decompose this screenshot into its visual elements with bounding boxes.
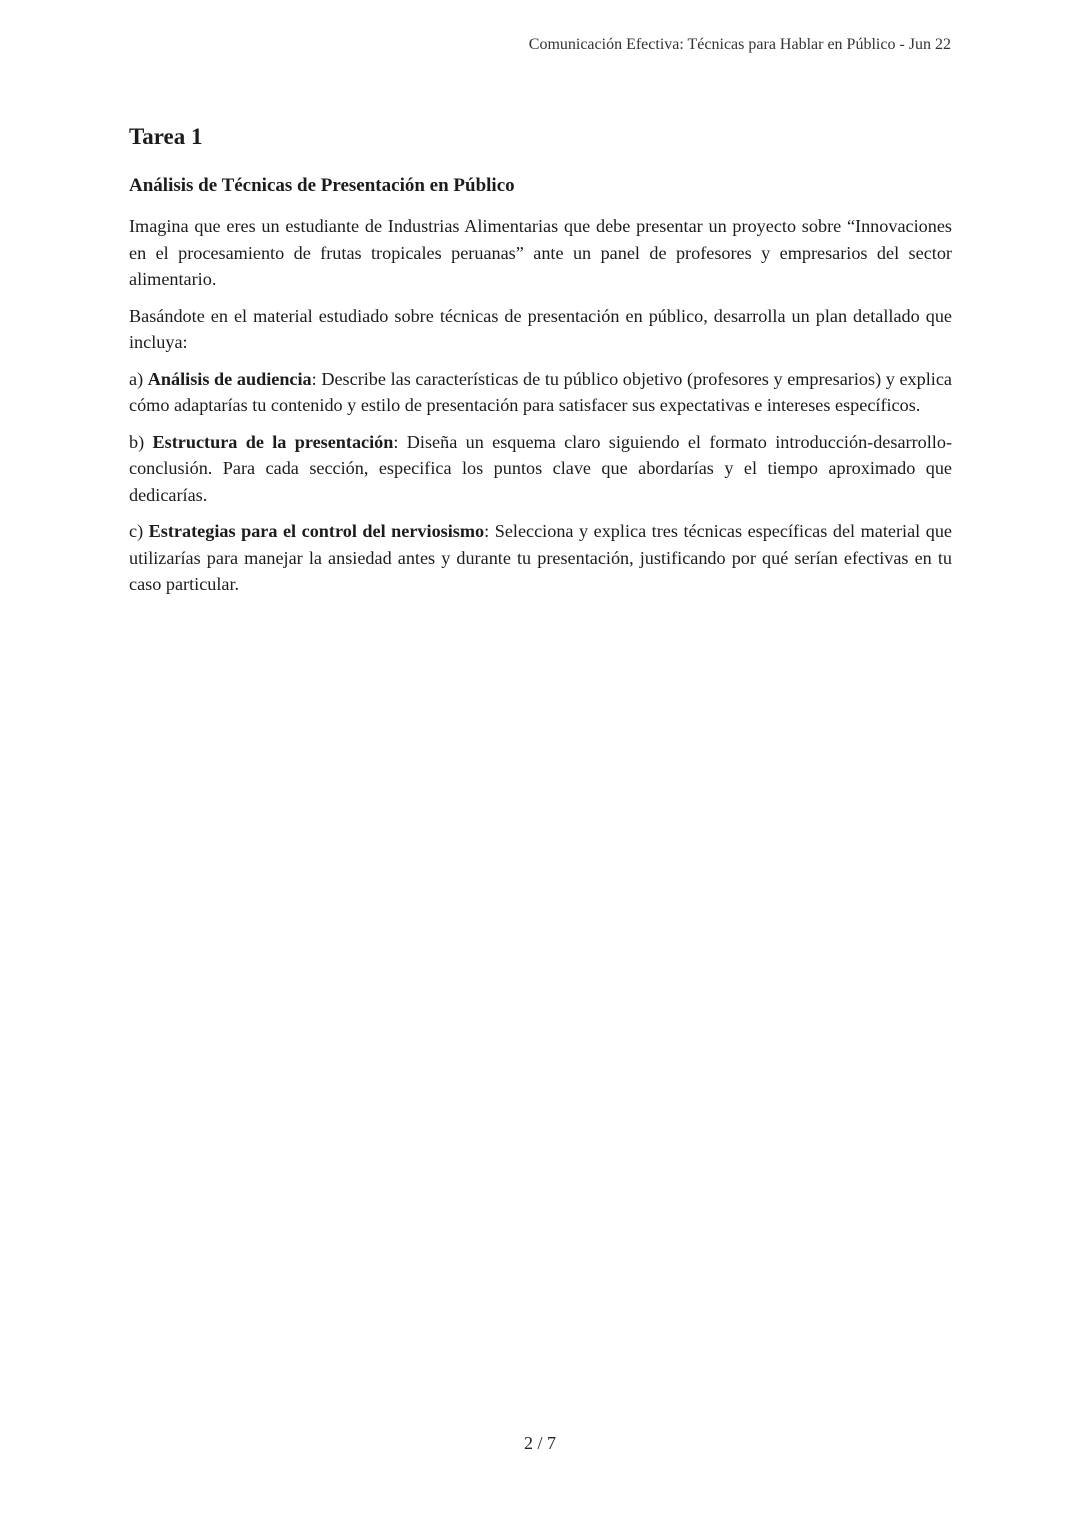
item-b-text: : Diseña un esquema claro siguiendo el formato introducción-desarrollo-conclusión. Para cada sección, especifica los puntos clave que abordarías y el tiempo aproximado que dedicarías. — [129, 431, 952, 505]
running-header: Comunicación Efectiva: Técnicas para Hablar en Público - Jun 22 — [528, 36, 951, 53]
item-a-paragraph — [129, 366, 952, 419]
task-subtitle: Análisis de Técnicas de Presentación en Público — [129, 175, 515, 196]
page-number: 2 / 7 — [523, 1433, 556, 1453]
instruction-paragraph: Basándote en el material estudiado sobre técnicas de presentación en público, desarrolla un plan detallado que incluya: — [129, 305, 952, 352]
item-b-paragraph — [129, 429, 952, 509]
task-title: Tarea 1 — [129, 124, 203, 149]
item-a-label: Análisis de audiencia — [147, 368, 312, 389]
item-c-text: : Selecciona y explica tres técnicas específicas del material que utilizarías para manejar la ansiedad antes y durante tu presentación, justificando por qué serían efectivas en tu caso particular. — [129, 521, 952, 594]
intro-paragraph: Imagina que eres un estudiante de Industrias Alimentarias que debe presentar un proyecto sobre “Innovaciones en el procesamiento de frutas tropicales peruanas” ante un panel de profesores y empresarios del sector alimentario. — [129, 216, 952, 289]
item-a-prefix: a) — [129, 368, 148, 389]
item-b-prefix: b) — [129, 431, 153, 452]
item-a-text: : Describe las características de tu público objetivo (profesores y empresarios) y explica cómo adaptarías tu contenido y estilo de presentación para satisfacer sus expectativas e intereses específicos. — [129, 368, 952, 415]
item-b-label: Estructura de la presentación — [152, 431, 394, 452]
document-body — [129, 122, 952, 608]
item-c-paragraph — [129, 518, 952, 598]
item-c-label: Estrategias para el control del nerviosismo — [148, 521, 485, 541]
item-c-prefix: c) — [129, 521, 149, 541]
